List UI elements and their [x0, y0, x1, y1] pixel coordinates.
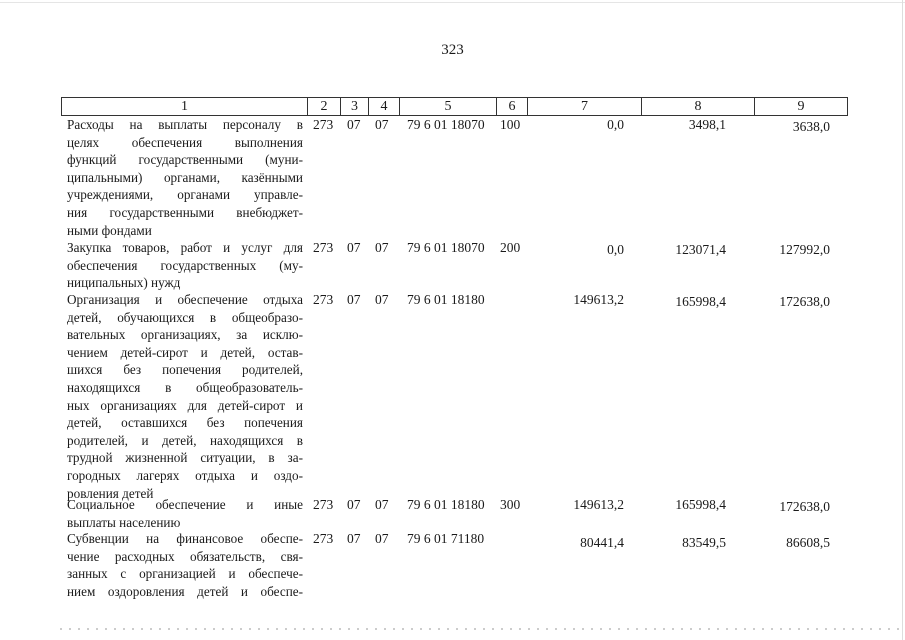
subsection-code: 07	[375, 497, 389, 512]
amount-col-8: 165998,4	[675, 497, 726, 512]
amount-col-7: 149613,2	[573, 497, 624, 512]
table-header	[61, 97, 848, 116]
target-item-code: 79 6 01 18180	[407, 497, 485, 512]
amount-col-8: 83549,5	[682, 535, 726, 550]
row-description	[67, 496, 303, 531]
scan-edge-top	[0, 2, 905, 3]
target-item-code: 79 6 01 18070	[407, 240, 485, 255]
description-line: функций государственными (муни-	[67, 152, 303, 168]
description-line: ными фондами	[67, 222, 152, 238]
ministry-code: 273	[313, 497, 334, 512]
header-cell-8: 8	[641, 97, 755, 116]
description-line: детей, оставшихся без попечения	[67, 415, 303, 431]
section-code: 07	[347, 531, 361, 546]
header-cell-6: 6	[496, 97, 528, 116]
description-line: Субвенции на финансовое обеспе-	[67, 531, 303, 546]
section-code: 07	[347, 240, 361, 255]
subsection-code: 07	[375, 240, 389, 255]
row-description	[67, 116, 303, 239]
description-line: ципальными) органами, казёнными	[67, 169, 303, 185]
description-line: вательных организациях, за исклю-	[67, 327, 303, 343]
ministry-code: 273	[313, 531, 334, 546]
amount-col-9: 172638,0	[779, 499, 830, 514]
header-cell-4: 4	[368, 97, 400, 116]
description-line: чение расходных обязательств, свя-	[67, 548, 303, 564]
description-line: родителей, и детей, находящихся в	[67, 432, 303, 448]
description-line: Расходы на выплаты персоналу в	[67, 117, 303, 132]
description-line: Социальное обеспечение и иные	[67, 497, 303, 512]
description-line: городных лагерях отдыха и оздо-	[67, 467, 303, 483]
subsection-code: 07	[375, 531, 389, 546]
amount-col-7: 80441,4	[580, 535, 624, 550]
header-cell-5: 5	[399, 97, 497, 116]
subsection-code: 07	[375, 117, 389, 132]
amount-col-9: 172638,0	[779, 294, 830, 309]
section-code: 07	[347, 117, 361, 132]
description-line: целях обеспечения выполнения	[67, 134, 303, 150]
expense-type-code: 300	[500, 497, 521, 512]
expense-type-code: 100	[500, 117, 521, 132]
expense-type-code: 200	[500, 240, 521, 255]
description-line: учреждениями, органами управле-	[67, 187, 303, 203]
page-number: 323	[441, 42, 464, 58]
ministry-code: 273	[313, 240, 334, 255]
header-cell-7: 7	[527, 97, 642, 116]
amount-col-9: 127992,0	[779, 242, 830, 257]
header-cell-2: 2	[307, 97, 341, 116]
row-description	[67, 530, 303, 600]
description-line: Организация и обеспечение отдыха	[67, 292, 303, 307]
header-cell-3: 3	[340, 97, 369, 116]
target-item-code: 79 6 01 18180	[407, 292, 485, 307]
scan-edge-right	[902, 0, 903, 640]
description-line: детей, обучающихся в общеобразо-	[67, 309, 303, 325]
description-line: чением детей-сирот и детей, остав-	[67, 344, 303, 360]
section-code: 07	[347, 292, 361, 307]
ministry-code: 273	[313, 292, 334, 307]
amount-col-8: 165998,4	[675, 294, 726, 309]
description-line: ния государственными внебюджет-	[67, 204, 303, 220]
amount-col-8: 3498,1	[688, 117, 726, 132]
description-line: ровления детей	[67, 485, 154, 501]
target-item-code: 79 6 01 18070	[407, 117, 485, 132]
section-code: 07	[347, 497, 361, 512]
amount-col-8: 123071,4	[675, 242, 726, 257]
target-item-code: 79 6 01 71180	[407, 531, 485, 546]
subsection-code: 07	[375, 292, 389, 307]
description-line: ниципальных) нужд	[67, 275, 181, 291]
amount-col-9: 3638,0	[792, 119, 830, 134]
amount-col-7: 149613,2	[573, 292, 624, 307]
header-cell-1: 1	[61, 97, 308, 116]
description-line: нием оздоровления детей и обеспе-	[67, 583, 303, 599]
description-line: Закупка товаров, работ и услуг для	[67, 240, 303, 255]
amount-col-7: 0,0	[607, 117, 624, 132]
description-line: находящихся в общеобразователь-	[67, 379, 303, 395]
row-description	[67, 239, 303, 292]
header-cell-9: 9	[754, 97, 848, 116]
row-description	[67, 291, 303, 502]
amount-col-7: 0,0	[607, 242, 624, 257]
description-line: выплаты населению	[67, 514, 181, 530]
description-line: трудной жизненной ситуации, в за-	[67, 450, 303, 466]
ministry-code: 273	[313, 117, 334, 132]
scan-artifact-dots	[60, 628, 905, 630]
description-line: шихся без попечения родителей,	[67, 362, 303, 378]
description-line: обеспечения государственных (му-	[67, 257, 303, 273]
description-line: ных организациях для детей-сирот и	[67, 397, 303, 413]
amount-col-9: 86608,5	[786, 535, 830, 550]
description-line: занных с организацией и обеспече-	[67, 566, 303, 582]
